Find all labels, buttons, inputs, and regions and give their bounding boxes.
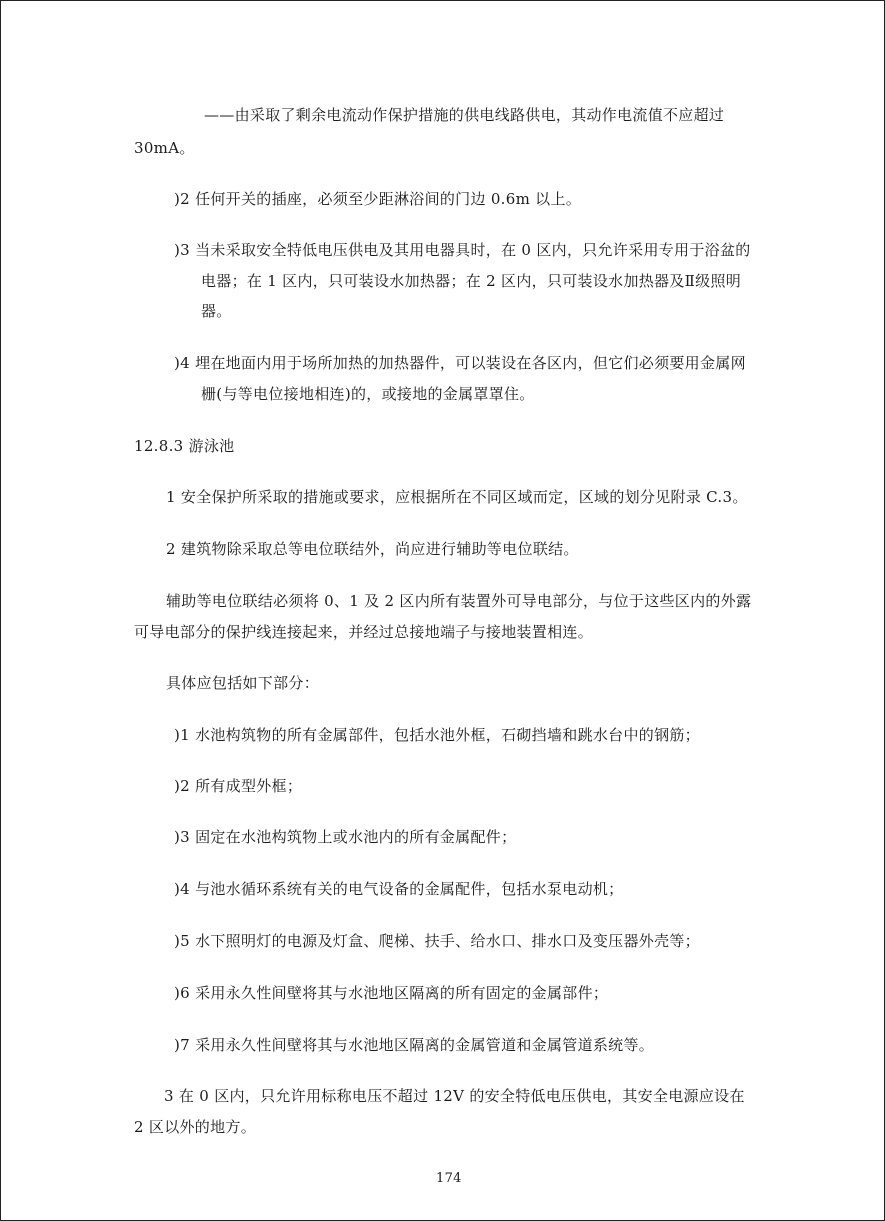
list-item: )6 采用永久性间壁将其与水池地区隔离的所有固定的金属部件； xyxy=(174,984,609,1002)
list-item: 1 安全保护所采取的措施或要求，应根据所在不同区域而定，区域的划分见附录 C.3。 xyxy=(166,488,748,506)
text-line: 电器；在 1 区内，只可装设水加热器；在 2 区内，只可装设水加热器及Ⅱ级照明 xyxy=(201,272,742,290)
list-item: )3 当未采取安全特低电压供电及其用电器具时，在 0 区内，只允许采用专用于浴盆的 xyxy=(174,241,751,259)
text-line: 2 区以外的地方。 xyxy=(134,1118,257,1136)
list-item: )3 固定在水池构筑物上或水池内的所有金属配件； xyxy=(174,828,517,846)
list-item: )2 所有成型外框； xyxy=(174,777,303,795)
list-item: )2 任何开关的插座，必须至少距淋浴间的门边 0.6m 以上。 xyxy=(174,190,582,208)
list-item: )5 水下照明灯的电源及灯盒、爬梯、扶手、给水口、排水口及变压器外壳等； xyxy=(174,932,700,950)
text-line: 可导电部分的保护线连接起来，并经过总接地端子与接地装置相连。 xyxy=(134,623,594,641)
list-item: 3 在 0 区内，只允许用标称电压不超过 12V 的安全特低电压供电，其安全电源应设在 xyxy=(164,1087,745,1105)
section-heading: 12.8.3 游泳池 xyxy=(134,437,235,455)
text-line: 栅(与等电位接地相连)的，或接地的金属罩罩住。 xyxy=(201,385,535,403)
list-item: )1 水池构筑物的所有金属部件，包括水池外框，石砌挡墙和跳水台中的钢筋； xyxy=(174,726,700,744)
list-item: )4 埋在地面内用于场所加热的加热器件，可以装设在各区内，但它们必须要用金属网 xyxy=(174,354,746,372)
text-line: 器。 xyxy=(201,302,232,320)
list-item: )7 采用永久性间壁将其与水池地区隔离的金属管道和金属管道系统等。 xyxy=(174,1036,655,1054)
list-item: )4 与池水循环系统有关的电气设备的金属配件，包括水泵电动机； xyxy=(174,880,624,898)
text-line: 具体应包括如下部分： xyxy=(166,674,320,692)
list-item: 2 建筑物除采取总等电位联结外，尚应进行辅助等电位联结。 xyxy=(166,540,579,558)
text-line: 30mA。 xyxy=(134,139,195,157)
text-line: 辅助等电位联结必须将 0、1 及 2 区内所有装置外可导电部分，与位于这些区内的外露 xyxy=(166,592,752,610)
page-number: 174 xyxy=(436,1171,462,1186)
text-line: ——由采取了剩余电流动作保护措施的供电线路供电，其动作电流值不应超过 xyxy=(204,106,725,124)
